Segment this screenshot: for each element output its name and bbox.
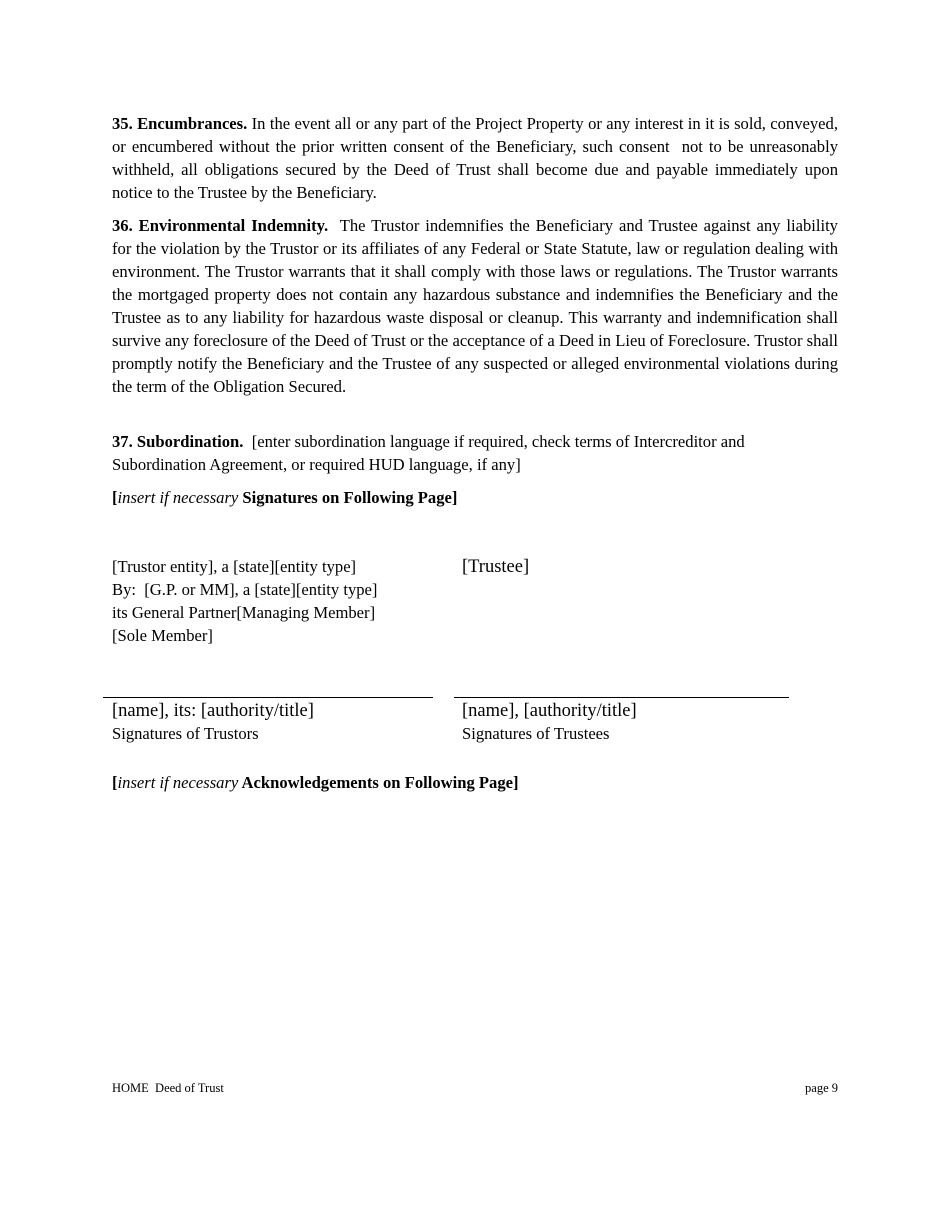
- section-body: In the event all or any part of the Project Property or any interest in it is sold, conveyed, or encumbered without the prior written consent of the Beneficiary, such consent not to be unreasonably withheld, all obligations secured by the Deed of Trust shall become due and payable immediately upon notice to the Trustee by the Beneficiary.: [112, 114, 843, 202]
- section-heading: 37. Subordination.: [112, 432, 244, 451]
- section-heading: 35. Encumbrances.: [112, 114, 248, 133]
- insert-note-italic: insert if necessary: [117, 488, 239, 507]
- insert-note-italic: insert if necessary: [117, 773, 239, 792]
- trustor-signer-name: [name], its: [authority/title]: [112, 701, 314, 721]
- insert-signatures-note: [112, 486, 838, 509]
- section-heading: 36. Environmental Indemnity.: [112, 216, 329, 235]
- section-36-environmental-indemnity: [112, 214, 843, 398]
- trustor-line-4: [Sole Member]: [112, 626, 213, 645]
- section-35-encumbrances: [112, 112, 843, 204]
- trustor-line-2: By: [G.P. or MM], a [state][entity type]: [112, 580, 378, 599]
- insert-note-bold: Acknowledgements on Following Page]: [238, 773, 519, 792]
- insert-acknowledgements-note: [112, 771, 838, 794]
- section-body: [enter subordination language if required, check terms of Intercreditor and Subordination Agreement, or required HUD language, if any]: [112, 432, 749, 474]
- trustee-signature-line: [454, 697, 789, 698]
- trustee-entity-block: [462, 556, 782, 579]
- trustor-signature-caption: Signatures of Trustors: [112, 724, 259, 743]
- trustor-line-3: its General Partner[Managing Member]: [112, 603, 376, 622]
- insert-note-bold: Signatures on Following Page]: [238, 488, 458, 507]
- trustee-line-1: [Trustee]: [462, 557, 530, 577]
- section-37-subordination: [112, 430, 838, 476]
- section-body: The Trustor indemnifies the Beneficiary and Trustee against any liability for the violation by the Trustor or its affiliates of any Federal or State Statute, law or regulation dealing with environment. The Trustor warrants that it shall comply with those laws or regulations. The Trustor warrants the mortgaged property does not contain any hazardous substance and indemnifies the Beneficiary and the Trustee as to any liability for hazardous waste disposal or cleanup. This warranty and indemnification shall survive any foreclosure of the Deed of Trust or the acceptance of a Deed in Lieu of Foreclosure. Trustor shall promptly notify the Beneficiary and the Trustee of any suspected or alleged environmental violations during the term of the Obligation Secured.: [112, 216, 843, 396]
- bracket-open: [: [112, 488, 118, 507]
- trustee-signature-caption: Signatures of Trustees: [462, 724, 610, 743]
- footer-document-title: HOME Deed of Trust: [112, 1081, 224, 1095]
- trustor-signature-line: [103, 697, 433, 698]
- trustee-signer-name: [name], [authority/title]: [462, 701, 637, 721]
- bracket-open: [: [112, 773, 118, 792]
- footer-page-number: page 9: [805, 1081, 838, 1095]
- trustor-line-1: [Trustor entity], a [state][entity type]: [112, 557, 357, 576]
- trustor-entity-block: [112, 555, 432, 647]
